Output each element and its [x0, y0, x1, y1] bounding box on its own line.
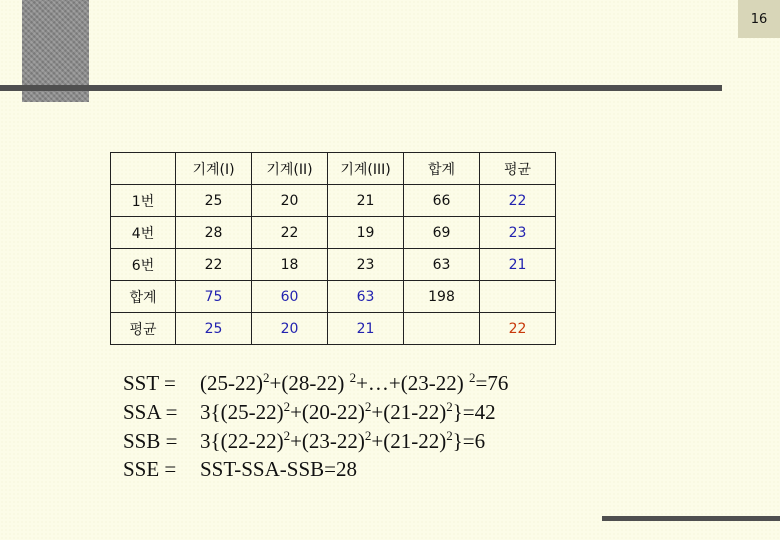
table-row — [111, 185, 556, 217]
formula-expression: $3\{(22-22)^2+(23-22)^2+(21-22)^2\}=6$ — [200, 428, 486, 453]
formula-line-ssa — [123, 399, 508, 428]
table-header-cell — [111, 153, 176, 185]
table-cell — [480, 281, 556, 313]
exponent: 2 — [468, 370, 476, 385]
table-cell: 19 — [328, 217, 404, 249]
formula-expression: $(25-22)^2+(28-22)$ $^2$+…+(23-22) $^2$=76 — [200, 370, 509, 395]
table-cell: 66 — [404, 185, 480, 217]
table-cell: 75 — [176, 281, 252, 313]
exponent: 2 — [283, 399, 291, 414]
exponent: 2 — [364, 399, 372, 414]
formula-label: SST = — [123, 371, 176, 395]
bottom-divider-bar — [602, 516, 780, 521]
table-cell: 23 — [480, 217, 556, 249]
table-cell: 60 — [252, 281, 328, 313]
table-cell: 69 — [404, 217, 480, 249]
formula-label: SSE = — [123, 457, 177, 481]
exponent: 2 — [283, 428, 291, 443]
formula-label: SSB = — [123, 429, 178, 453]
table-cell: 22 — [480, 313, 556, 345]
row-label-cell: 6번 — [111, 249, 176, 281]
exponent: 2 — [446, 428, 453, 443]
table-cell: 20 — [252, 185, 328, 217]
table-cell: 20 — [252, 313, 328, 345]
formula-line-sst — [123, 370, 508, 399]
exponent: 2 — [446, 399, 453, 414]
table-cell: 63 — [328, 281, 404, 313]
exponent: 2 — [364, 428, 372, 443]
formula-label: SSA = — [123, 400, 178, 424]
table-cell: 23 — [328, 249, 404, 281]
table-cell: 21 — [328, 313, 404, 345]
formula-expression: SST-SSA-SSB=28 — [200, 457, 357, 481]
table-header-cell: 기계(II) — [252, 153, 328, 185]
row-label-cell: 평균 — [111, 313, 176, 345]
table-cell: 21 — [480, 249, 556, 281]
table-row — [111, 217, 556, 249]
table-row — [111, 249, 556, 281]
table-header-cell: 기계(I) — [176, 153, 252, 185]
table-row — [111, 313, 556, 345]
row-label-cell: 4번 — [111, 217, 176, 249]
exponent: 2 — [262, 370, 270, 385]
table-cell: 198 — [404, 281, 480, 313]
exponent: 2 — [349, 370, 357, 385]
table-row — [111, 281, 556, 313]
table-cell: 22 — [176, 249, 252, 281]
table-cell: 25 — [176, 185, 252, 217]
page-number: 16 — [738, 0, 780, 38]
top-divider-bar — [0, 85, 722, 91]
table-cell: 21 — [328, 185, 404, 217]
anova-data-table — [110, 152, 556, 345]
table-cell: 22 — [480, 185, 556, 217]
row-label-cell: 합계 — [111, 281, 176, 313]
table-cell: 22 — [252, 217, 328, 249]
formula-line-ssb — [123, 428, 508, 457]
table-cell: 18 — [252, 249, 328, 281]
row-label-cell: 1번 — [111, 185, 176, 217]
table-header-cell: 평균 — [480, 153, 556, 185]
formula-block — [123, 370, 508, 486]
table-header-cell: 합계 — [404, 153, 480, 185]
table-cell: 28 — [176, 217, 252, 249]
table-cell: 63 — [404, 249, 480, 281]
formula-expression: $3\{(25-22)^2+(20-22)^2+(21-22)^2\}=42$ — [200, 399, 496, 424]
table-header-row — [111, 153, 556, 185]
table-cell: 25 — [176, 313, 252, 345]
table-cell — [404, 313, 480, 345]
table-header-cell: 기계(III) — [328, 153, 404, 185]
formula-line-sse — [123, 457, 508, 486]
